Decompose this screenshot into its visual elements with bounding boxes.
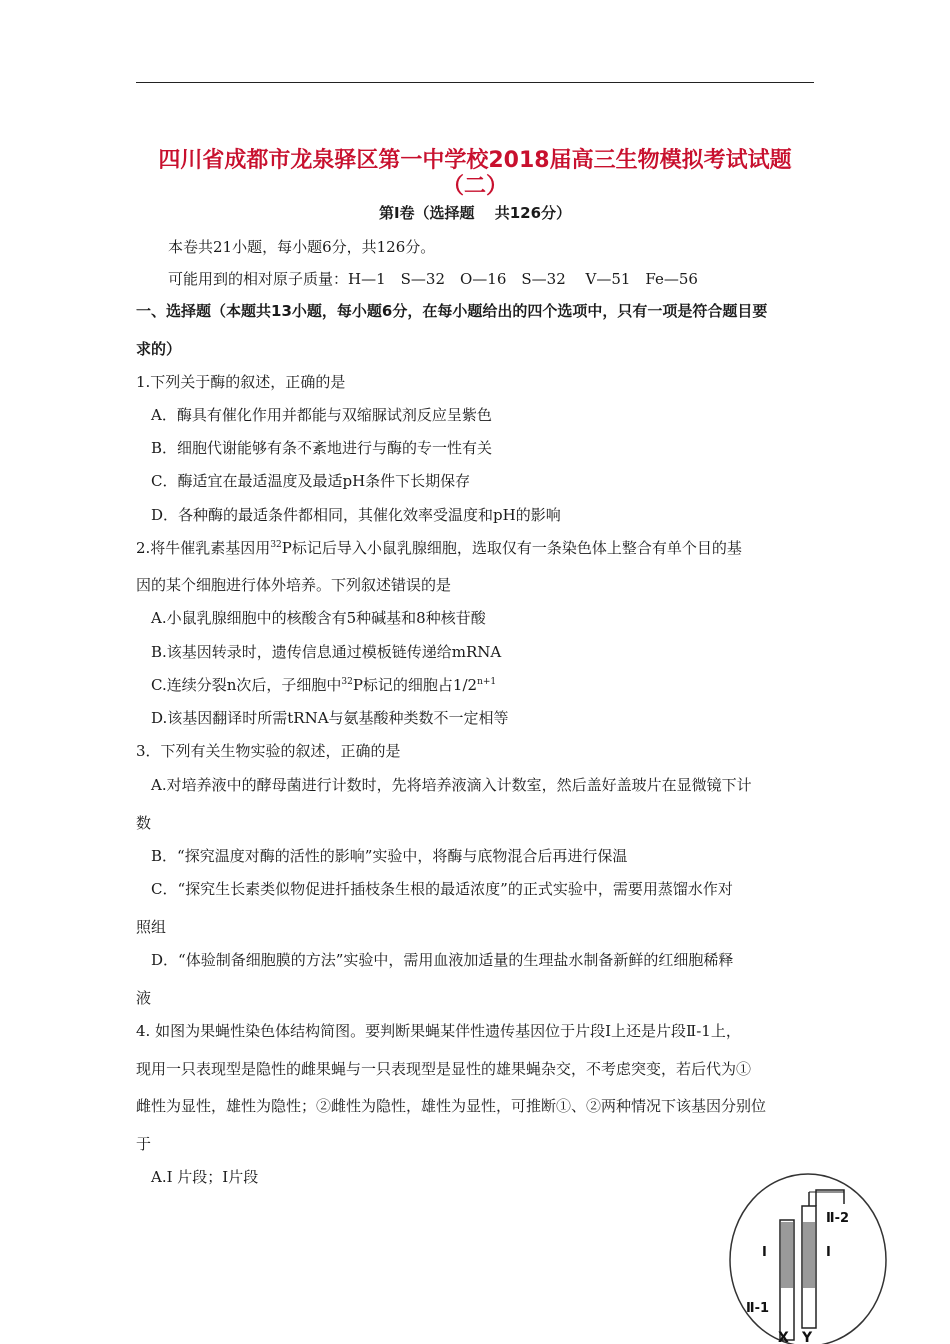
label-i-right: Ⅰ [826, 1245, 831, 1260]
part-heading-cont: 求的） [136, 340, 182, 358]
q3-option-d: D．“体验制备细胞膜的方法”实验中，需用血液加适量的生理盐水制备新鲜的红细胞稀释 [151, 951, 734, 969]
q1-stem: 1.下列关于酶的叙述，正确的是 [136, 373, 346, 391]
q2-c-sup2: n+1 [477, 677, 497, 687]
part-heading: 一、选择题（本题共13小题，每小题6分，在每小题给出的四个选项中，只有一项是符合题目要 [136, 302, 768, 320]
section-title: 第Ⅰ卷（选择题 共126分） [378, 204, 572, 222]
q1-option-d: D．各种酶的最适条件都相同，其催化效率受温度和pH的影响 [151, 506, 561, 524]
y-homologous-segment [803, 1222, 815, 1288]
q3-option-c: C．“探究生长素类似物促进扦插枝条生根的最适浓度”的正式实验中，需要用蒸馏水作对 [151, 880, 733, 898]
q2-c-pre: C.连续分裂n次后，子细胞中 [151, 676, 342, 694]
q2-option-d: D.该基因翻译时所需tRNA与氨基酸种类数不一定相等 [151, 709, 509, 727]
q4-stem-3: 雌性为显性，雄性为隐性；②雌性为隐性，雄性为显性，可推断①、②两种情况下该基因分别位 [136, 1097, 767, 1115]
q1-option-c: C．酶适宜在最适温度及最适pH条件下长期保存 [151, 472, 471, 490]
q3-option-a-cont: 数 [136, 814, 152, 832]
q2-stem-sup: 32 [270, 540, 282, 550]
q3-stem: 3．下列有关生物实验的叙述，正确的是 [136, 742, 401, 760]
label-ii2: Ⅱ-2 [826, 1211, 850, 1226]
intro-atomic-mass: 可能用到的相对原子质量：H—1 S—32 O—16 S—32 V—51 Fe—56 [168, 270, 698, 288]
q3-option-d-cont: 液 [136, 989, 152, 1007]
x-homologous-segment [781, 1222, 793, 1288]
q2-c-mid: P标记的细胞占1/2 [352, 676, 478, 694]
top-rule [136, 82, 814, 83]
q2-option-b: B.该基因转录时，遗传信息通过模板链传递给mRNA [151, 643, 502, 661]
q2-stem-cont: 因的某个细胞进行体外培养。下列叙述错误的是 [136, 576, 452, 594]
q4-stem-2: 现用一只表现型是隐性的雌果蝇与一只表现型是显性的雄果蝇杂交，不考虑突变，若后代为① [136, 1060, 752, 1078]
q3-option-a: A.对培养液中的酵母菌进行计数时，先将培养液滴入计数室，然后盖好盖玻片在显微镜下计 [151, 776, 752, 794]
q2-option-a: A.小鼠乳腺细胞中的核酸含有5种碱基和8种核苷酸 [151, 609, 486, 627]
q2-stem-pre: 2.将牛催乳素基因用 [136, 539, 271, 557]
q2-stem-post: P标记后导入小鼠乳腺细胞，选取仅有一条染色体上整合有单个目的基 [281, 539, 742, 557]
label-x: X [778, 1330, 789, 1344]
intro-count: 本卷共21小题，每小题6分，共126分。 [168, 238, 436, 256]
q3-option-c-cont: 照组 [136, 918, 167, 936]
page-title-line2: （二） [441, 174, 508, 199]
sex-chromosome-figure [728, 1160, 888, 1344]
q4-stem-4: 于 [136, 1135, 152, 1153]
q2-option-c [151, 674, 496, 696]
q1-option-a: A．酶具有催化作用并都能与双缩脲试剂反应呈紫色 [151, 406, 492, 424]
label-y: Y [802, 1330, 813, 1344]
label-ii1: Ⅱ-1 [746, 1301, 770, 1316]
label-i-left: Ⅰ [762, 1245, 767, 1260]
q3-option-b: B．“探究温度对酶的活性的影响”实验中，将酶与底物混合后再进行保温 [151, 847, 628, 865]
page-title: 四川省成都市龙泉驿区第一中学校2018届高三生物模拟考试试题 [158, 148, 792, 173]
q4-stem: 4. 如图为果蝇性染色体结构简图。要判断果蝇某伴性遗传基因位于片段Ⅰ上还是片段Ⅱ-1上， [136, 1022, 741, 1040]
q1-option-b: B．细胞代谢能够有条不紊地进行与酶的专一性有关 [151, 439, 493, 457]
q4-option-a: A.Ⅰ 片段；Ⅰ片段 [151, 1168, 259, 1186]
q2-stem [136, 537, 742, 559]
q2-c-sup: 32 [341, 677, 353, 687]
